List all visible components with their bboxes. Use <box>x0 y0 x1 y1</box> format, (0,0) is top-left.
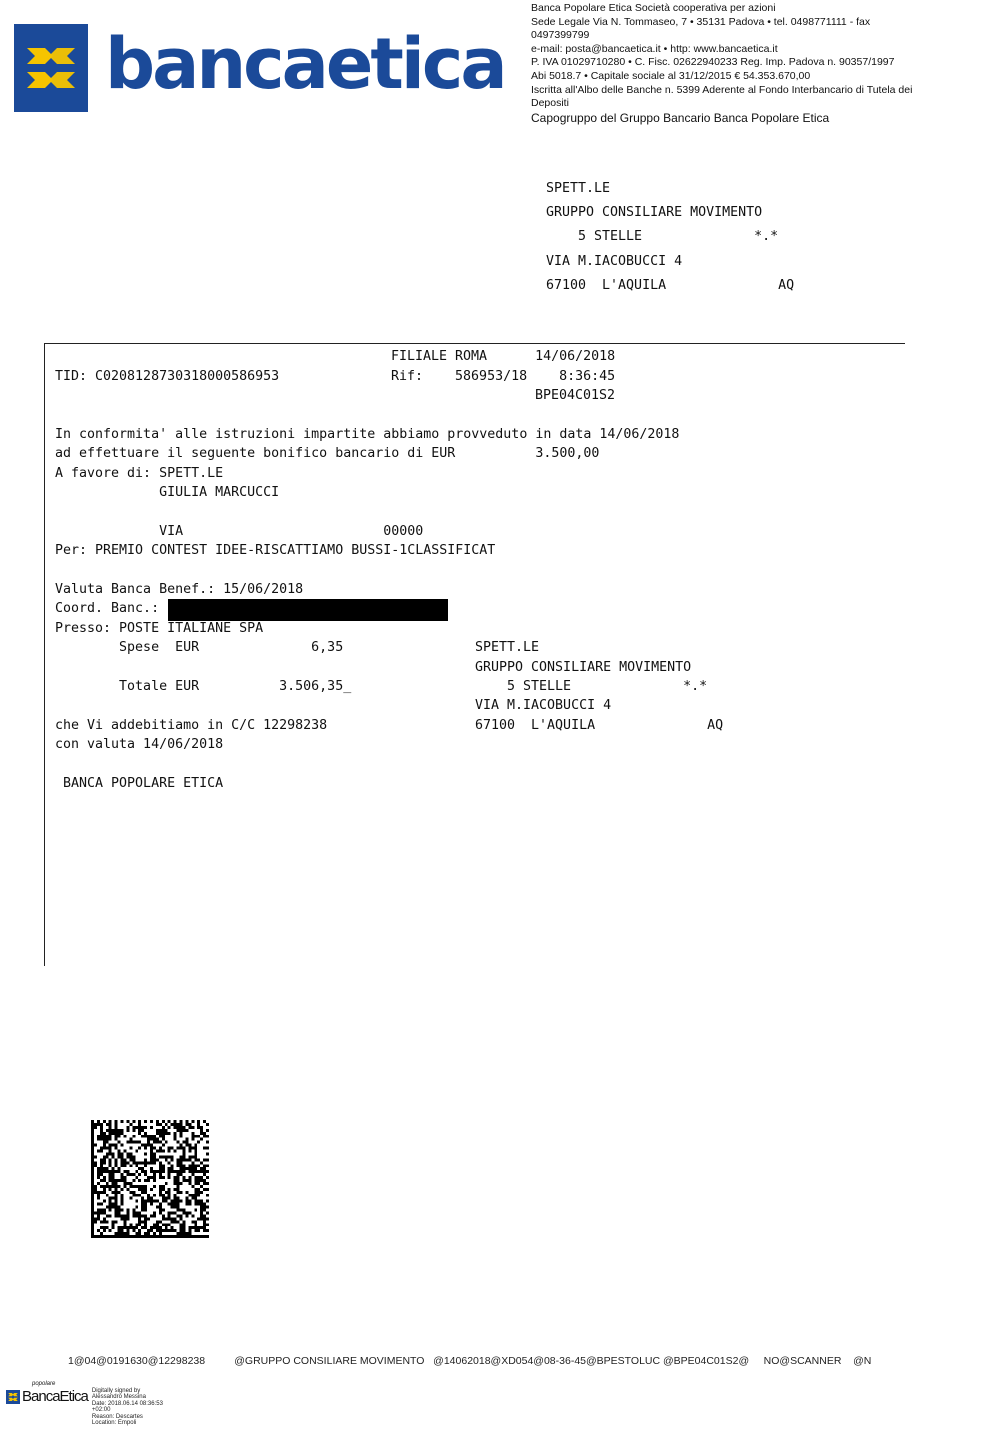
signature-logo-mark-icon <box>6 1390 20 1404</box>
signature-brand-small: popolare <box>32 1381 56 1387</box>
body-line: A favore di: SPETT.LE <box>55 466 224 481</box>
signature-line: Reason: Descartes <box>91 1413 143 1420</box>
signature-brand-text: BancaEtica <box>22 1388 88 1405</box>
bank-info-line: P. IVA 01029710280 • C. Fisc. 02622940233 Reg. Imp. Padova n. 90357/1997 <box>531 56 895 69</box>
orderer-line: GRUPPO CONSILIARE MOVIMENTO <box>475 660 692 675</box>
bank-legal-info <box>531 2 931 125</box>
document-frame-top <box>44 343 905 344</box>
bank-info-line: Capogruppo del Gruppo Bancario Banca Popolare Etica <box>531 110 830 125</box>
footer-tracking-code: 1@04@0191630@12298238 @GRUPPO CONSILIARE MOVIMENTO @14062018@XD054@08-36-45@BPESTOLUC @BPE04C01S2@ NO@SCANNER @N <box>68 1355 872 1367</box>
signature-line: Location: Empoli <box>91 1420 137 1427</box>
bank-logo <box>14 24 505 112</box>
orderer-line: SPETT.LE <box>475 640 540 655</box>
signature-line: Date: 2018.06.14 08:36:53 <box>91 1400 163 1407</box>
signature-brand <box>22 1381 88 1405</box>
bank-info-line: Abi 5018.7 • Capitale sociale al 31/12/2015 € 54.353.670,00 <box>531 69 811 82</box>
signature-line: Alessandro Messina <box>91 1394 146 1401</box>
document-frame-left <box>44 343 45 966</box>
beneficiary-bank: Presso: POSTE ITALIANE SPA <box>55 621 264 636</box>
recipient-line: 5 STELLE *.* <box>546 229 779 244</box>
body-line: GIULIA MARCUCCI <box>55 485 280 500</box>
bank-signature: BANCA POPOLARE ETICA <box>55 776 224 791</box>
value-date: Valuta Banca Benef.: 15/06/2018 <box>55 582 304 597</box>
bank-coordinates-label: Coord. Banc.: <box>55 601 160 616</box>
recipient-line: GRUPPO CONSILIARE MOVIMENTO <box>546 205 763 220</box>
bank-logo-mark-icon <box>14 24 88 112</box>
orderer-line: 5 STELLE *.* <box>475 679 708 694</box>
signature-details <box>92 1388 163 1426</box>
transaction-id: TID: C0208128730318000586953 <box>55 369 280 384</box>
datamatrix-barcode-icon <box>91 1120 209 1238</box>
signature-line: Digitally signed by <box>91 1388 141 1394</box>
body-line: In conformita' alle istruzioni impartite abbiamo provveduto in data 14/06/2018 <box>55 427 680 442</box>
reference-time: Rif: 586953/18 8:36:45 <box>391 369 616 384</box>
body-line: VIA 00000 <box>55 524 424 539</box>
signature-line: +02:00 <box>91 1407 111 1414</box>
recipient-line: 67100 L'AQUILA AQ <box>546 278 795 293</box>
signature-logo <box>6 1381 88 1405</box>
recipient-line: SPETT.LE <box>546 181 611 196</box>
body-line: ad effettuare il seguente bonifico bancario di EUR 3.500,00 <box>55 446 600 461</box>
bank-logo-wordmark: bancaetica <box>105 23 505 105</box>
payment-reason: Per: PREMIO CONTEST IDEE-RISCATTIAMO BUSSI-1CLASSIFICAT <box>55 543 496 558</box>
bank-info-line: Sede Legale Via N. Tommaseo, 7 • 35131 Padova • tel. 0498771111 - fax 0497399799 <box>531 15 871 42</box>
fees-line: Spese EUR 6,35 <box>55 640 344 655</box>
debit-account: che Vi addebitiamo in C/C 12298238 <box>55 718 328 733</box>
branch-date: FILIALE ROMA 14/06/2018 <box>391 349 616 364</box>
recipient-line: VIA M.IACOBUCCI 4 <box>546 254 683 269</box>
debit-value-date: con valuta 14/06/2018 <box>55 737 224 752</box>
total-line: Totale EUR 3.506,35_ <box>55 679 352 694</box>
orderer-line: VIA M.IACOBUCCI 4 <box>475 698 612 713</box>
document-code: BPE04C01S2 <box>535 388 616 403</box>
orderer-line: 67100 L'AQUILA AQ <box>475 718 724 733</box>
bank-info-line: e-mail: posta@bancaetica.it • http: www.bancaetica.it <box>531 42 778 55</box>
bank-info-line: Iscritta all'Albo delle Banche n. 5399 Aderente al Fondo Interbancario di Tutela dei Depositi <box>531 83 913 110</box>
redacted-iban <box>168 599 448 621</box>
bank-info-line: Banca Popolare Etica Società cooperativa per azioni <box>531 2 776 14</box>
digital-signature <box>6 1381 163 1427</box>
